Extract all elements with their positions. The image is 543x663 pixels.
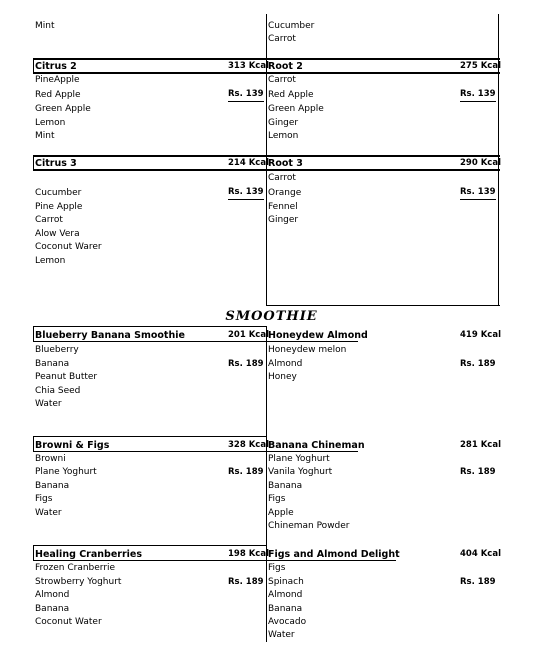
list-item: Cucumber: [35, 188, 82, 198]
list-item: Pine Apple: [35, 202, 83, 212]
divider: [33, 169, 500, 171]
kcal-label: 214 Kcal: [228, 158, 269, 168]
list-item: Coconut Warer: [35, 242, 102, 252]
list-item: Plane Yoghurt: [35, 467, 97, 477]
divider: [33, 326, 267, 327]
list-item: Lemon: [35, 256, 66, 266]
divider: [33, 326, 34, 342]
list-item: Honey: [268, 372, 297, 382]
list-item: Orange: [268, 188, 302, 198]
list-item: Almond: [268, 590, 303, 600]
divider: [33, 58, 500, 60]
list-item: Green Apple: [35, 104, 91, 114]
divider: [266, 451, 358, 452]
divider: [33, 436, 34, 452]
list-item: Apple: [268, 508, 294, 518]
item-title: Citrus 2: [35, 61, 77, 72]
list-item: Almond: [268, 359, 303, 369]
list-item: Frozen Cranberrie: [35, 563, 116, 573]
list-item: Red Apple: [268, 90, 314, 100]
divider: [33, 341, 267, 342]
item-title: Blueberry Banana Smoothie: [35, 330, 185, 341]
list-item: Chia Seed: [35, 386, 81, 396]
list-item: Lemon: [35, 118, 66, 128]
price-label: Rs. 139: [228, 187, 264, 200]
kcal-label: 201 Kcal: [228, 330, 269, 340]
list-item: Alow Vera: [35, 229, 80, 239]
item-title: Root 3: [268, 158, 303, 169]
smoothie-center-divider: [266, 326, 267, 642]
kcal-label: 328 Kcal: [228, 440, 269, 450]
list-item: Cucumber: [268, 21, 315, 31]
kcal-label: 404 Kcal: [460, 549, 501, 559]
list-item: PineApple: [35, 75, 80, 85]
list-item: Banana: [268, 481, 303, 491]
divider: [33, 155, 500, 157]
list-item: Figs: [268, 494, 286, 504]
list-item: Red Apple: [35, 90, 81, 100]
divider: [33, 436, 267, 437]
list-item: Carrot: [35, 215, 63, 225]
list-item: Green Apple: [268, 104, 324, 114]
list-item: Water: [35, 508, 62, 518]
price-label: Rs. 189: [460, 577, 496, 587]
item-title: Browni & Figs: [35, 440, 110, 451]
list-item: Coconut Water: [35, 617, 102, 627]
price-label: Rs. 189: [460, 467, 496, 477]
item-title: Banana Chineman: [268, 440, 365, 451]
list-item: Plane Yoghurt: [268, 454, 330, 464]
list-item: Banana: [35, 359, 70, 369]
kcal-label: 275 Kcal: [460, 61, 501, 71]
list-item: Banana: [268, 604, 303, 614]
item-title: Citrus 3: [35, 158, 77, 169]
kcal-label: 290 Kcal: [460, 158, 501, 168]
divider: [33, 72, 500, 74]
list-item: Ginger: [268, 118, 299, 128]
list-item: Blueberry: [35, 345, 79, 355]
list-item: Figs: [268, 563, 286, 573]
list-item: Peanut Butter: [35, 372, 98, 382]
list-item: Mint: [35, 131, 55, 141]
section-title: SMOOTHIE: [225, 309, 318, 324]
list-item: Almond: [35, 590, 70, 600]
price-label: Rs. 139: [460, 187, 496, 200]
divider: [33, 58, 34, 74]
list-item: Fennel: [268, 202, 298, 212]
divider: [33, 451, 267, 452]
price-label: Rs. 189: [228, 577, 264, 587]
price-label: Rs. 189: [228, 467, 264, 477]
divider: [266, 305, 500, 306]
list-item: Avocado: [268, 617, 307, 627]
divider: [33, 545, 34, 561]
list-item: Water: [35, 399, 62, 409]
divider: [33, 155, 34, 171]
list-item: Vanila Yoghurt: [268, 467, 333, 477]
item-title: Healing Cranberries: [35, 549, 142, 560]
price-label: Rs. 189: [460, 359, 496, 369]
list-item: Lemon: [268, 131, 299, 141]
list-item: Carrot: [268, 34, 296, 44]
divider: [266, 560, 396, 561]
list-item: Mint: [35, 21, 55, 31]
kcal-label: 419 Kcal: [460, 330, 501, 340]
list-item: Strowberry Yoghurt: [35, 577, 122, 587]
list-item: Spinach: [268, 577, 304, 587]
divider: [266, 341, 358, 342]
kcal-label: 281 Kcal: [460, 440, 501, 450]
kcal-label: 198 Kcal: [228, 549, 269, 559]
item-title: Honeydew Almond: [268, 330, 368, 341]
list-item: Banana: [35, 604, 70, 614]
list-item: Ginger: [268, 215, 299, 225]
price-label: Rs. 139: [228, 89, 264, 102]
list-item: Carrot: [268, 173, 296, 183]
kcal-label: 313 Kcal: [228, 61, 269, 71]
list-item: Figs: [35, 494, 53, 504]
list-item: Water: [268, 630, 295, 640]
list-item: Chineman Powder: [268, 521, 350, 531]
list-item: Honeydew melon: [268, 345, 347, 355]
list-item: Carrot: [268, 75, 296, 85]
item-title: Figs and Almond Delight: [268, 549, 400, 560]
price-label: Rs. 189: [228, 359, 264, 369]
divider: [33, 545, 267, 546]
list-item: Browni: [35, 454, 66, 464]
divider: [33, 560, 267, 561]
item-title: Root 2: [268, 61, 303, 72]
price-label: Rs. 139: [460, 89, 496, 102]
list-item: Banana: [35, 481, 70, 491]
